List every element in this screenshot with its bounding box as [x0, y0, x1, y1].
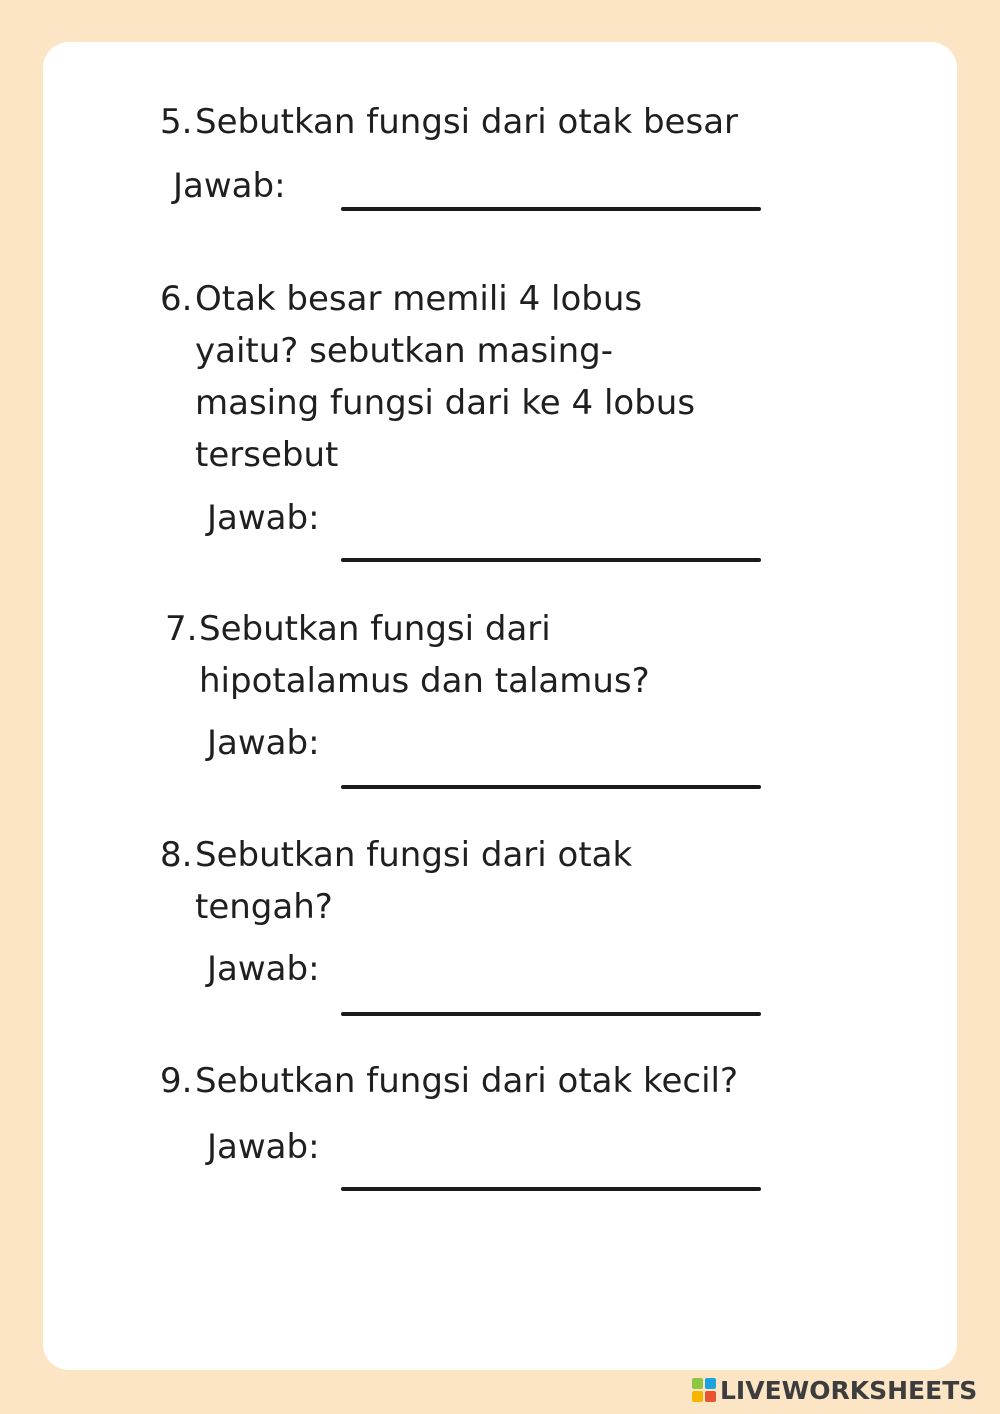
- question-9-text: [195, 1055, 738, 1107]
- question-5-line-1: Sebutkan fungsi dari otak besar: [195, 102, 739, 142]
- question-7-line-1: Sebutkan fungsi dari: [199, 609, 551, 649]
- question-7-text: [199, 603, 650, 707]
- question-6-line-3: masing fungsi dari ke 4 lobus: [195, 383, 696, 423]
- question-6-line-2: yaitu? sebutkan masing-: [195, 331, 614, 371]
- question-7-answer-line[interactable]: [341, 785, 761, 789]
- question-8-line-2: tengah?: [195, 887, 333, 927]
- question-8-line-1: Sebutkan fungsi dari otak: [195, 835, 633, 875]
- question-8-number: 8.: [160, 835, 193, 875]
- question-9-line-1: Sebutkan fungsi dari otak kecil?: [195, 1061, 739, 1101]
- logo-square-3: [692, 1391, 703, 1402]
- question-6-answer-line[interactable]: [341, 558, 761, 562]
- question-6-line-4: tersebut: [195, 435, 339, 475]
- question-8-text: [195, 829, 632, 933]
- question-8-answer-label: Jawab:: [207, 949, 320, 989]
- question-6-answer-label: Jawab:: [207, 498, 320, 538]
- liveworksheets-wordmark: LIVEWORKSHEETS: [720, 1375, 978, 1405]
- question-5-number: 5.: [160, 102, 193, 142]
- question-6-line-1: Otak besar memili 4 lobus: [195, 279, 643, 319]
- liveworksheets-logo-icon: [692, 1378, 716, 1402]
- question-9-number: 9.: [160, 1061, 193, 1101]
- logo-square-4: [705, 1391, 716, 1402]
- question-7-line-2: hipotalamus dan talamus?: [199, 661, 650, 701]
- question-7-number: 7.: [165, 609, 198, 649]
- logo-square-1: [692, 1378, 703, 1389]
- question-8-answer-line[interactable]: [341, 1012, 761, 1016]
- question-6-text: [195, 273, 695, 481]
- logo-square-2: [705, 1378, 716, 1389]
- question-9-answer-line[interactable]: [341, 1187, 761, 1191]
- question-5-text: [195, 96, 738, 148]
- liveworksheets-brand: [692, 1373, 977, 1407]
- question-5-answer-line[interactable]: [341, 207, 761, 211]
- question-6-number: 6.: [160, 279, 193, 319]
- question-5-answer-label: Jawab:: [173, 166, 286, 206]
- question-7-answer-label: Jawab:: [207, 723, 320, 763]
- question-9-answer-label: Jawab:: [207, 1127, 320, 1167]
